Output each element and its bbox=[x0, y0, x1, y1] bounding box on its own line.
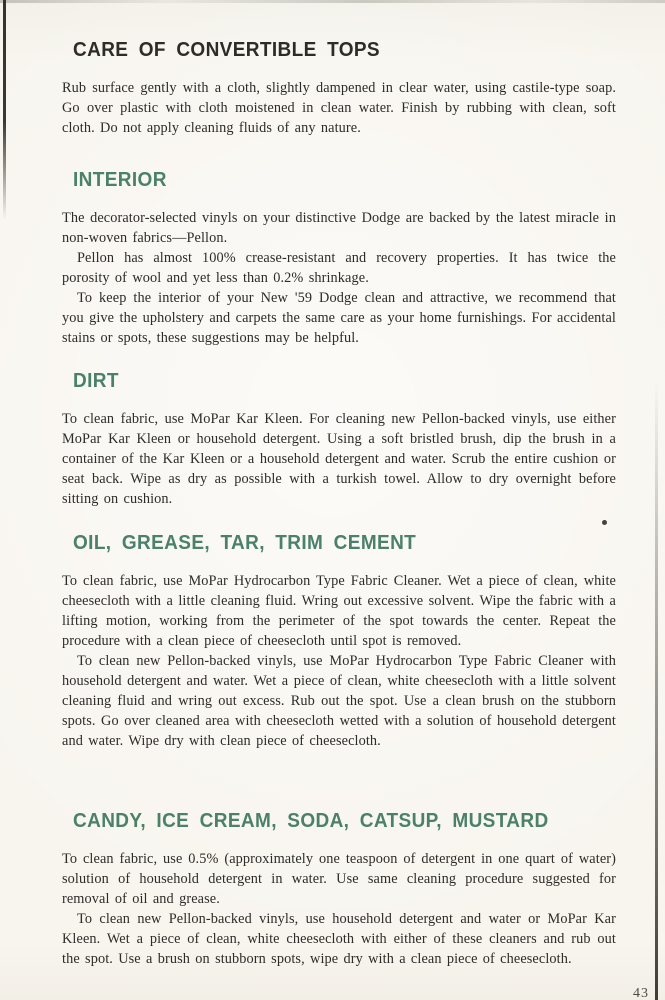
section-heading-dirt: DIRT bbox=[73, 370, 119, 392]
scan-top-edge bbox=[0, 0, 665, 3]
paragraph: To clean fabric, use MoPar Hydrocarbon Type Fabric Cleaner. Wet a piece of clean, white cheesecloth with a little cleaning fluid. Wring out excessive solvent. Wipe the fabric with a lifting motion, working from the perimeter of the spot towards the center. Repeat the procedure with a clean piece of cheesecloth until spot is removed. bbox=[62, 573, 616, 649]
ink-speck bbox=[602, 520, 607, 525]
section-dirt bbox=[62, 369, 616, 509]
scan-left-edge bbox=[3, 0, 6, 220]
section-oil-grease-tar-trim-cement bbox=[62, 531, 616, 751]
section-interior bbox=[62, 168, 616, 348]
section-heading-candy-ice-cream-soda-catsup-mustard: CANDY, ICE CREAM, SODA, CATSUP, MUSTARD bbox=[73, 810, 549, 832]
paragraph: To keep the interior of your New '59 Dodge clean and attractive, we recommend that you give the upholstery and carpets the same care as your home furnishings. For accidental stains or spots, these suggestions may be helpful. bbox=[62, 290, 616, 346]
section-candy-ice-cream-soda-catsup-mustard bbox=[62, 809, 616, 969]
scan-right-edge bbox=[655, 380, 658, 1000]
paragraph: Pellon has almost 100% crease-resistant and recovery properties. It has twice the porosity of wool and yet less than 0.2% shrinkage. bbox=[62, 250, 616, 286]
paragraph: To clean fabric, use 0.5% (approximately one teaspoon of detergent in one quart of water) solution of household detergent in water. Use same cleaning procedure suggested for removal of oil and grease. bbox=[62, 851, 616, 907]
paragraph: Rub surface gently with a cloth, slightly dampened in clear water, using castile-type soap. Go over plastic with cloth moistened in clean water. Finish by rubbing with clean, soft cloth. Do not apply cleaning fluids of any nature. bbox=[62, 80, 616, 136]
section-care-of-convertible-tops bbox=[62, 38, 616, 138]
section-heading-oil-grease-tar-trim-cement: OIL, GREASE, TAR, TRIM CEMENT bbox=[73, 532, 417, 554]
paragraph: To clean new Pellon-backed vinyls, use household detergent and water or MoPar Kar Kleen. Wet a piece of clean, white cheesecloth with either of these cleaners and rub out the spot. Use a brush on stubborn spots, wipe dry with a clean piece of cheesecloth. bbox=[62, 911, 616, 967]
page-number: 43 bbox=[633, 986, 649, 1000]
paragraph: To clean fabric, use MoPar Kar Kleen. For cleaning new Pellon-backed vinyls, use either MoPar Kar Kleen or household detergent. Using a soft bristled brush, dip the brush in a container of the Kar Kleen or a household detergent and water. Scrub the entire cushion or seat back. Wipe as dry as possible with a turkish towel. Allow to dry overnight before sitting on cushion. bbox=[62, 411, 616, 507]
paragraph: The decorator-selected vinyls on your distinctive Dodge are backed by the latest miracle in non-woven fabrics—Pellon. bbox=[62, 210, 616, 246]
section-heading-interior: INTERIOR bbox=[73, 169, 167, 191]
paragraph: To clean new Pellon-backed vinyls, use MoPar Hydrocarbon Type Fabric Cleaner with household detergent and water. Wet a piece of clean, white cheesecloth with a little solvent cleaning fluid and wring out excess. Rub out the spot. Use a clean brush on the stubborn spots. Go over cleaned area with cheesecloth wetted with a solution of household detergent and water. Wipe dry with clean piece of cheesecloth. bbox=[62, 653, 616, 749]
section-heading-care-of-convertible-tops: CARE OF CONVERTIBLE TOPS bbox=[73, 39, 380, 61]
